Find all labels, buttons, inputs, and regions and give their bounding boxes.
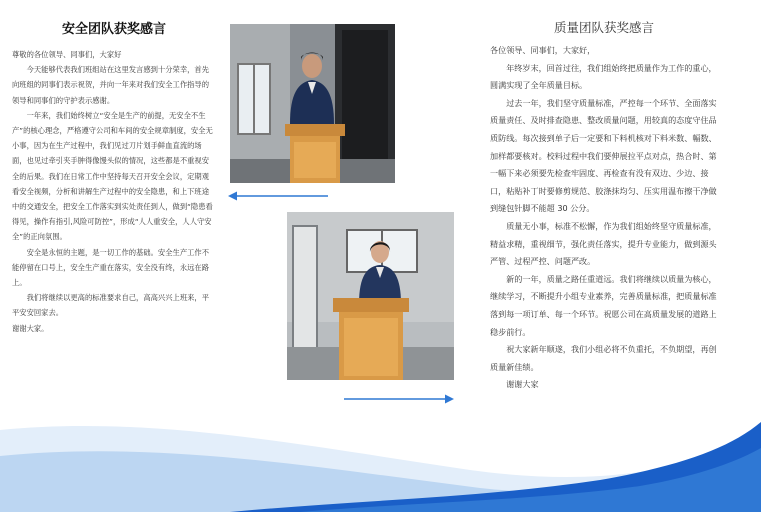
quality-speech-title: 质量团队获奖感言 [553, 20, 654, 35]
photo-male-speaker [230, 24, 395, 183]
safety-paragraph-4: 我们将继续以更高的标准要求自己，高高兴兴上班来，平平安安回家去。 [12, 293, 210, 318]
arrow-right-icon [344, 392, 454, 406]
safety-closing: 谢谢大家。 [12, 323, 49, 333]
quality-paragraph-1: 年终岁末，回首过往，我们组始终把质量作为工作的重心，圆满实现了全年质量目标。 [490, 62, 717, 91]
quality-closing: 谢谢大家 [506, 379, 539, 390]
safety-greeting: 尊敬的各位领导、同事们，大家好 [12, 50, 122, 59]
quality-team-speech [490, 18, 718, 394]
quality-paragraph-2: 过去一年，我们坚守质量标准，严控每一个环节、全面落实质量责任、及时排查隐患、整改质量问题，用较真的态度守住品质防线。每次接到单子后一定要和下料机核对下料米数、幅数、加样都要核对。校料过程中我们要伸展拉平点对点，热合时、第一幅下来必须要先检查牢固度、再检查有没有双边、少边、接口，粘贴补丁时要修剪规范、胶涤抹均匀、压实用温布擦干净做到缝包针脚不能超 30 公分。 [490, 97, 717, 214]
quality-paragraph-5: 祝大家新年顺遂，我们小组必将不负重托，不负期望，再创质量新佳绩。 [490, 344, 717, 372]
quality-paragraph-4: 新的一年，质量之路任重道远。我们将继续以质量为核心，继续学习，不断提升小组专业素养，完善质量标准，把质量标准落到每一项订单、每一个环节。祝愿公司在高质量发展的道路上稳步前行。 [490, 273, 717, 337]
safety-speech-title: 安全团队获奖感言 [61, 22, 166, 37]
photo-female-speaker [287, 212, 454, 380]
arrow-left-icon [228, 189, 330, 203]
safety-team-speech [12, 18, 216, 336]
safety-paragraph-2: 一年来，我们始终树立“安全是生产的前提，无安全不生产”的核心理念，严格遵守公司和车间的安全规章制度，安全无小事，因为在生产过程中，我们见过刀片划手鲜血直流的场面，也见过牵引夹手肿得像馒头似的情况，这些都是不重视安全的后果。我们在日常工作中坚持每天召开安全会议，定期观看安全视频，分析和讲解生产过程中的安全隐患，和上下班途中的交通安全，把安全工作落实到实处责任到人，做到“隐患看得见，操作有指引,风险可防控”，形成“人人重安全，人人守安全”的正向氛围。 [12, 110, 213, 242]
quality-paragraph-3: 质量无小事，标准不松懈，作为我们组始终坚守质量标准，精益求精，重视细节，强化责任落实，提升专业能力，做到源头严管、过程严控、问题严改。 [490, 220, 717, 267]
safety-paragraph-3: 安全是永恒的主题，是一切工作的基础。安全生产工作不能停留在口号上，安全生产重在落实，安全没有终，永远在路上。 [12, 247, 210, 288]
safety-paragraph-1: 今天能够代表我们班组站在这里发言感到十分荣幸，首先向班组的同事们表示祝贺，并向一年来对我们安全工作指导的领导和同事们的守护表示感谢。 [12, 65, 210, 105]
quality-greeting: 各位领导、同事们，大家好， [490, 45, 596, 55]
